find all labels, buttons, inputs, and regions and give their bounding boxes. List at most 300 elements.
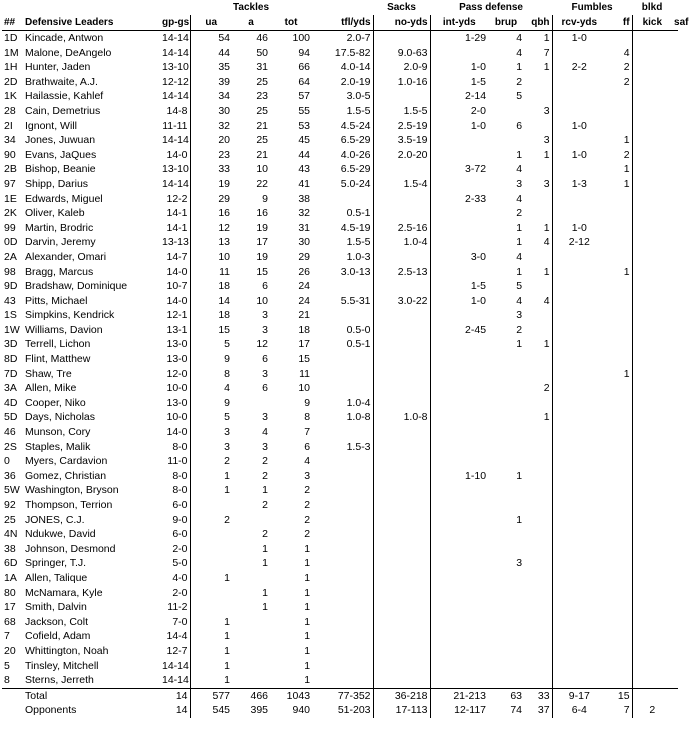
blocked-kicks: [632, 352, 672, 367]
sacks-no-yds: [373, 556, 430, 571]
blocked-kicks: [632, 688, 672, 703]
assisted-tackles: 9: [262, 192, 269, 205]
qb-hurries: [524, 367, 552, 382]
tfl-yds: 6.5-29: [340, 134, 371, 147]
assisted-tackles: 50: [256, 46, 269, 59]
fumble-recoveries: [552, 279, 606, 294]
sacks-no-yds: 9.0-63: [373, 46, 430, 61]
fumble-recoveries: 1-0: [552, 148, 606, 163]
totals-row: [2, 703, 678, 718]
sacks-no-yds: 1.0-16: [373, 75, 430, 90]
pass-breakups: 2: [516, 75, 523, 88]
player-row: [2, 556, 678, 571]
tfl-yds: [312, 279, 373, 294]
int-yds: [430, 381, 488, 396]
player-name: JONES, C.J.: [25, 513, 85, 526]
safeties: [672, 673, 678, 688]
sacks-no-yds: [373, 31, 430, 46]
qb-hurries: 4: [543, 294, 550, 307]
int-yds: [430, 586, 488, 601]
total-tackles: 1: [304, 644, 311, 657]
blocked-kicks: [632, 31, 672, 46]
blocked-kicks: [632, 673, 672, 688]
fumble-recoveries: [552, 440, 606, 455]
sacks-no-yds: [373, 352, 430, 367]
sacks-no-yds: 2.5-13: [373, 265, 430, 280]
tfl-yds: 5.5-31: [340, 294, 371, 307]
forced-fumbles: 2: [623, 61, 630, 74]
total-tackles: 94: [298, 46, 311, 59]
forced-fumbles: 1: [623, 367, 630, 380]
qb-hurries: [524, 586, 552, 601]
player-name: Myers, Cardavion: [25, 455, 108, 468]
player-number: 0D: [4, 236, 18, 249]
sacks-no-yds: [373, 527, 430, 542]
qb-hurries: 1: [543, 221, 550, 234]
assisted-tackles: 21: [256, 148, 269, 161]
blocked-kicks: [632, 133, 672, 148]
player-number: 92: [4, 499, 16, 511]
player-row: [2, 571, 678, 586]
int-yds: [430, 542, 488, 557]
total-tackles: 1043: [270, 688, 312, 703]
games-played-started: 6-0: [172, 499, 188, 511]
forced-fumbles: [606, 221, 632, 236]
player-number: 28: [4, 104, 16, 117]
blocked-kicks: [632, 221, 672, 236]
blocked-kicks: [632, 265, 672, 280]
safeties: [672, 703, 678, 718]
assisted-tackles: 6: [262, 382, 269, 395]
tfl-yds: [312, 513, 373, 528]
solo-tackles: 18: [190, 279, 232, 294]
player-row: [2, 133, 678, 148]
safeties: [672, 337, 678, 352]
player-name: Oliver, Kaleb: [25, 207, 85, 220]
total-tackles: 8: [304, 411, 311, 424]
col-header-rcv-yds: rcv-yds: [552, 15, 606, 31]
blocked-kicks: [632, 46, 672, 61]
games-played-started: 13-10: [162, 61, 189, 74]
solo-tackles: 2: [190, 513, 232, 528]
forced-fumbles: [606, 396, 632, 411]
player-number: 7D: [4, 367, 18, 380]
pass-breakups: 4: [516, 192, 523, 205]
player-row: [2, 279, 678, 294]
pass-defense-group-header: Pass defense: [459, 2, 523, 13]
player-number: 2I: [4, 119, 13, 132]
blocked-kicks: [632, 440, 672, 455]
assisted-tackles: 17: [256, 236, 269, 249]
pass-breakups: [488, 498, 524, 513]
safeties: [672, 235, 678, 250]
forced-fumbles: [606, 615, 632, 630]
qb-hurries: [524, 279, 552, 294]
int-yds: [430, 177, 488, 192]
fumble-recoveries: [552, 89, 606, 104]
int-yds: 1-29: [430, 31, 488, 46]
sacks-no-yds: 36-218: [373, 688, 430, 703]
player-number: 2K: [4, 207, 17, 220]
safeties: [672, 571, 678, 586]
safeties: [672, 60, 678, 75]
qb-hurries: [524, 308, 552, 323]
forced-fumbles: 1: [623, 265, 630, 278]
blocked-kicks: [632, 396, 672, 411]
player-row: [2, 381, 678, 396]
safeties: [672, 352, 678, 367]
player-row: [2, 235, 678, 250]
qb-hurries: [524, 527, 552, 542]
solo-tackles: 32: [190, 119, 232, 134]
blocked-kicks: [632, 542, 672, 557]
player-name: Allen, Mike: [25, 382, 77, 395]
solo-tackles: [190, 498, 232, 513]
safeties: [672, 308, 678, 323]
forced-fumbles: [606, 250, 632, 265]
solo-tackles: [190, 600, 232, 615]
games-played-started: 14: [175, 704, 188, 717]
solo-tackles: 12: [190, 221, 232, 236]
total-tackles: 1: [304, 557, 311, 570]
int-yds: 12-117: [430, 703, 488, 718]
pass-breakups: [488, 571, 524, 586]
games-played-started: 10-0: [166, 382, 188, 395]
fumble-recoveries: [552, 483, 606, 498]
safeties: [672, 119, 678, 134]
fumble-recoveries: [552, 133, 606, 148]
qb-hurries: 3: [543, 104, 550, 117]
solo-tackles: 20: [190, 133, 232, 148]
player-name: Simpkins, Kendrick: [25, 309, 115, 322]
player-number: 34: [4, 134, 16, 147]
player-number: 17: [4, 601, 16, 614]
pass-breakups: 1: [516, 61, 523, 74]
fumble-recoveries: 2-12: [552, 235, 606, 250]
games-played-started: 10-7: [166, 280, 188, 293]
int-yds: [430, 498, 488, 513]
games-played-started: 10-0: [166, 411, 188, 424]
total-tackles: 66: [298, 61, 311, 74]
safeties: [672, 177, 678, 192]
sacks-no-yds: [373, 673, 430, 688]
player-number: 4N: [4, 528, 18, 541]
total-tackles: 17: [298, 338, 311, 351]
tfl-yds: [312, 469, 373, 484]
sacks-no-yds: [373, 396, 430, 411]
fumble-recoveries: 1-0: [552, 119, 606, 134]
player-name: Munson, Cory: [25, 426, 91, 439]
player-row: [2, 629, 678, 644]
forced-fumbles: [606, 192, 632, 207]
sacks-no-yds: [373, 425, 430, 440]
int-yds: [430, 556, 488, 571]
pass-breakups: 63: [488, 688, 524, 703]
blocked-kicks: [632, 60, 672, 75]
blocked-kicks: [632, 410, 672, 425]
int-yds: [430, 396, 488, 411]
forced-fumbles: [606, 425, 632, 440]
total-tackles: 24: [298, 294, 311, 307]
forced-fumbles: 1: [623, 163, 630, 176]
tfl-yds: 17.5-82: [334, 46, 371, 59]
safeties: [672, 279, 678, 294]
player-row: [2, 352, 678, 367]
fumble-recoveries: [552, 294, 606, 309]
player-name: Sterns, Jerreth: [25, 674, 94, 687]
player-name: Tinsley, Mitchell: [25, 659, 99, 672]
fumble-recoveries: [552, 265, 606, 280]
solo-tackles: 4: [190, 381, 232, 396]
player-number: 1K: [4, 90, 17, 103]
solo-tackles: 35: [190, 60, 232, 75]
qb-hurries: [524, 469, 552, 484]
player-number: 8D: [4, 353, 18, 366]
blocked-kicks: [632, 513, 672, 528]
games-played-started: 14-0: [166, 265, 188, 278]
sacks-no-yds: [373, 89, 430, 104]
forced-fumbles: 2: [623, 75, 630, 88]
player-number: 1H: [4, 61, 18, 74]
player-name: Kincade, Antwon: [25, 32, 104, 44]
int-yds: [430, 571, 488, 586]
player-name: Ignont, Will: [25, 119, 77, 132]
fumble-recoveries: [552, 586, 606, 601]
sacks-no-yds: 1.0-8: [373, 410, 430, 425]
player-row: [2, 104, 678, 119]
sacks-no-yds: [373, 600, 430, 615]
solo-tackles: 5: [190, 337, 232, 352]
int-yds: 1-5: [430, 279, 488, 294]
player-row: [2, 600, 678, 615]
int-yds: 1-0: [430, 294, 488, 309]
tackles-group-header: Tackles: [233, 2, 269, 13]
blocked-kicks: [632, 235, 672, 250]
forced-fumbles: [606, 644, 632, 659]
player-row: [2, 177, 678, 192]
qb-hurries: [524, 615, 552, 630]
assisted-tackles: 2: [262, 469, 269, 482]
qb-hurries: 1: [543, 265, 550, 278]
safeties: [672, 31, 678, 46]
blocked-kicks: [632, 250, 672, 265]
total-tackles: 7: [304, 426, 311, 439]
col-header-saf: saf: [672, 15, 678, 31]
player-row: [2, 308, 678, 323]
total-tackles: 21: [298, 309, 311, 322]
assisted-tackles: 19: [256, 221, 269, 234]
col-header-name: Defensive Leaders: [22, 15, 160, 31]
fumble-recoveries: [552, 615, 606, 630]
qb-hurries: [524, 513, 552, 528]
blocked-kicks: [632, 615, 672, 630]
tfl-yds: [312, 644, 373, 659]
games-played-started: 6-0: [172, 528, 188, 541]
sacks-no-yds: [373, 440, 430, 455]
player-name: Whittington, Noah: [25, 644, 109, 657]
player-name: Bragg, Marcus: [25, 265, 94, 278]
assisted-tackles: 1: [262, 557, 269, 570]
fumble-recoveries: [552, 556, 606, 571]
qb-hurries: [524, 629, 552, 644]
int-yds: [430, 527, 488, 542]
safeties: [672, 323, 678, 338]
forced-fumbles: [606, 294, 632, 309]
fumble-recoveries: [552, 571, 606, 586]
pass-breakups: 1: [516, 236, 523, 249]
qb-hurries: [524, 206, 552, 221]
col-header-int-yds: int-yds: [430, 15, 488, 31]
tfl-yds: 4.0-26: [340, 148, 371, 161]
safeties: [672, 148, 678, 163]
solo-tackles: 1: [190, 571, 232, 586]
blocked-kicks: [632, 367, 672, 382]
solo-tackles: 34: [190, 89, 232, 104]
player-row: [2, 323, 678, 338]
pass-breakups: 1: [516, 265, 523, 278]
qb-hurries: [524, 75, 552, 90]
player-name: Flint, Matthew: [25, 353, 91, 366]
qb-hurries: 2: [543, 382, 550, 395]
int-yds: [430, 367, 488, 382]
safeties: [672, 483, 678, 498]
player-number: 5D: [4, 411, 18, 424]
qb-hurries: 1: [543, 338, 550, 351]
pass-breakups: [488, 352, 524, 367]
col-header-ua: ua: [190, 15, 232, 31]
safeties: [672, 629, 678, 644]
col-header-number: ##: [2, 15, 22, 31]
fumble-recoveries: 9-17: [552, 688, 606, 703]
forced-fumbles: [606, 483, 632, 498]
player-name: Darvin, Jeremy: [25, 236, 96, 249]
fumble-recoveries: [552, 75, 606, 90]
tfl-yds: 2.0-7: [346, 32, 371, 44]
assisted-tackles: 25: [256, 104, 269, 117]
games-played-started: 14-1: [166, 221, 188, 234]
pass-breakups: 1: [516, 221, 523, 234]
tfl-yds: 0.5-1: [346, 207, 371, 220]
pass-breakups: 2: [516, 323, 523, 336]
qb-hurries: 4: [543, 236, 550, 249]
player-name: Bradshaw, Dominique: [25, 280, 128, 293]
games-played-started: 14-14: [162, 46, 189, 59]
tfl-yds: [312, 586, 373, 601]
sacks-no-yds: [373, 498, 430, 513]
assisted-tackles: 12: [256, 338, 269, 351]
safeties: [672, 104, 678, 119]
player-rows: [2, 31, 678, 689]
sacks-no-yds: [373, 206, 430, 221]
player-name: Thompson, Terrion: [25, 499, 113, 511]
qb-hurries: 1: [543, 411, 550, 424]
player-name: Hunter, Jaden: [25, 61, 91, 74]
sacks-no-yds: [373, 615, 430, 630]
sacks-no-yds: [373, 323, 430, 338]
player-row: [2, 425, 678, 440]
sacks-no-yds: [373, 454, 430, 469]
player-row: [2, 192, 678, 207]
blocked-kicks: [632, 89, 672, 104]
assisted-tackles: 1: [262, 601, 269, 614]
safeties: [672, 440, 678, 455]
assisted-tackles: [232, 644, 270, 659]
solo-tackles: [190, 586, 232, 601]
safeties: [672, 659, 678, 674]
total-tackles: 11: [299, 367, 311, 380]
sacks-no-yds: [373, 250, 430, 265]
pass-breakups: 3: [516, 309, 523, 322]
blocked-kicks: [632, 527, 672, 542]
player-row: [2, 221, 678, 236]
sacks-no-yds: 3.0-22: [373, 294, 430, 309]
solo-tackles: 1: [190, 483, 232, 498]
blocked-kicks: [632, 381, 672, 396]
sacks-no-yds: [373, 162, 430, 177]
fumble-recoveries: [552, 454, 606, 469]
pass-breakups: 5: [516, 90, 523, 103]
total-tackles: 26: [298, 265, 311, 278]
solo-tackles: 1: [190, 469, 232, 484]
player-row: [2, 659, 678, 674]
int-yds: [430, 337, 488, 352]
int-yds: [430, 600, 488, 615]
player-name: Johnson, Desmond: [25, 542, 116, 555]
pass-breakups: [488, 542, 524, 557]
total-tackles: 3: [304, 469, 311, 482]
games-played-started: 12-12: [162, 75, 189, 88]
blocked-kicks: [632, 162, 672, 177]
fumble-recoveries: [552, 46, 606, 61]
player-row: [2, 542, 678, 557]
total-tackles: 53: [298, 119, 311, 132]
int-yds: [430, 133, 488, 148]
games-played-started: 14: [160, 688, 190, 703]
games-played-started: 14-7: [166, 250, 188, 263]
solo-tackles: 29: [190, 192, 232, 207]
int-yds: [430, 440, 488, 455]
solo-tackles: 577: [190, 688, 232, 703]
total-tackles: 30: [298, 236, 311, 249]
forced-fumbles: [606, 235, 632, 250]
player-number: 3D: [4, 338, 18, 351]
blocked-kicks: 2: [632, 703, 672, 718]
tfl-yds: [312, 659, 373, 674]
player-row: [2, 483, 678, 498]
player-number: 1A: [4, 571, 17, 584]
total-tackles: 2: [304, 499, 311, 511]
games-played-started: 12-1: [166, 309, 188, 322]
sacks-no-yds: 1.5-4: [373, 177, 430, 192]
player-row: [2, 615, 678, 630]
games-played-started: 7-0: [172, 615, 188, 628]
tfl-yds: 2.0-19: [340, 75, 371, 88]
total-tackles: 15: [298, 353, 311, 366]
player-row: [2, 148, 678, 163]
player-name: Pitts, Michael: [25, 294, 88, 307]
int-yds: 21-213: [430, 688, 488, 703]
int-yds: [430, 410, 488, 425]
sacks-no-yds: 17-113: [373, 703, 430, 718]
player-row: [2, 644, 678, 659]
pass-breakups: [488, 133, 524, 148]
safeties: [672, 192, 678, 207]
blocked-kicks: [632, 104, 672, 119]
fumble-recoveries: [552, 673, 606, 688]
int-yds: [430, 659, 488, 674]
player-number: 46: [4, 426, 16, 439]
fumble-recoveries: [552, 600, 606, 615]
